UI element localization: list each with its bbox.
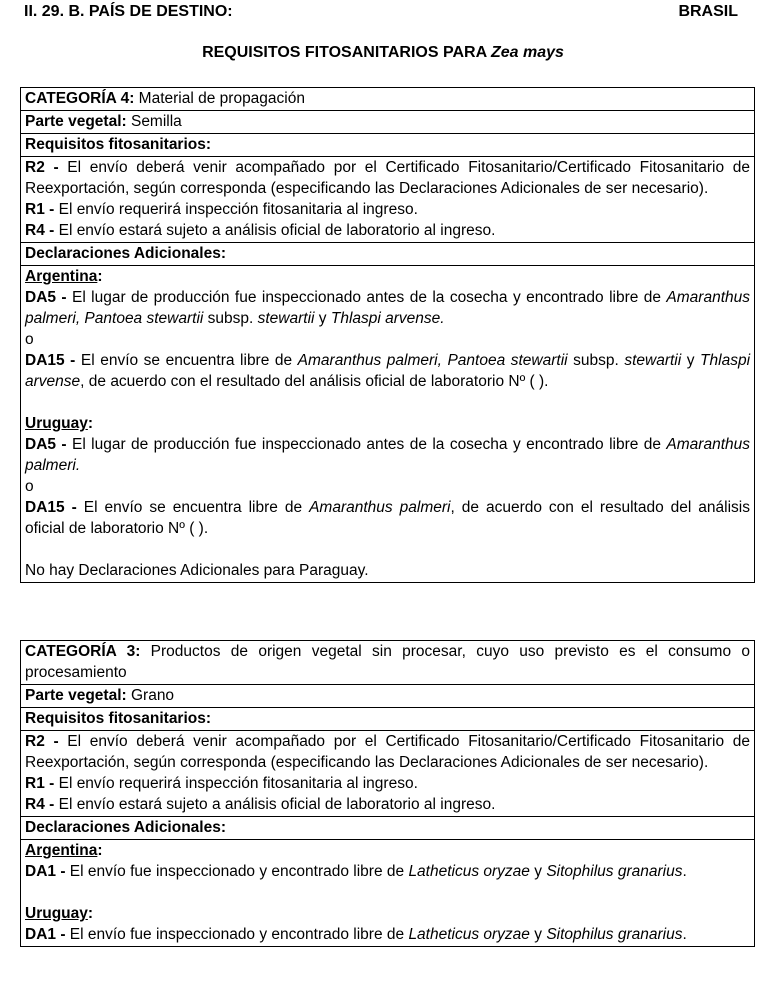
species-name: stewartii — [257, 310, 315, 327]
or-separator: o — [25, 331, 34, 348]
requirement-r1 — [25, 773, 750, 794]
country-name: Argentina — [25, 268, 98, 285]
paraguay-note: No hay Declaraciones Adicionales para Paraguay. — [25, 562, 369, 579]
plant-part-text: Semilla — [126, 113, 182, 130]
requirement-r1 — [25, 199, 750, 220]
document-title — [0, 44, 766, 62]
declaration-text: subsp. — [203, 310, 258, 327]
declaration-code: DA1 - — [25, 863, 66, 880]
requirement-code: R1 - — [25, 201, 55, 218]
category-label: CATEGORÍA 3: — [25, 643, 141, 660]
requirements-heading: Requisitos fitosanitarios: — [21, 708, 755, 731]
category-row — [21, 88, 755, 111]
declaration-text: El envío se encuentra libre de — [76, 499, 310, 516]
plant-part-row — [21, 685, 755, 708]
declaration-code: DA15 - — [25, 352, 76, 369]
country-colon: : — [87, 905, 94, 922]
requirement-code: R4 - — [25, 222, 55, 239]
declaration-text: , de acuerdo con el resultado del análisis oficial de laboratorio Nº ( ). — [25, 499, 751, 537]
country-colon: : — [87, 415, 94, 432]
declaration-text: , de acuerdo con el resultado del análisis oficial de laboratorio Nº ( ). — [80, 373, 549, 390]
section-heading: II. 29. B. PAÍS DE DESTINO: — [24, 3, 233, 20]
declaration-text: El lugar de producción fue inspeccionado antes de la cosecha y encontrado libre de — [66, 289, 667, 306]
species-name: Sitophilus granarius — [546, 926, 683, 943]
category-label: CATEGORÍA 4: — [25, 90, 135, 107]
requirement-text: El envío requerirá inspección fitosanitaria al ingreso. — [54, 201, 418, 218]
requirement-code: R2 - — [25, 733, 59, 750]
species-name: Thlaspi arvense. — [330, 310, 445, 327]
requirement-code: R2 - — [25, 159, 59, 176]
declaration-text: y — [529, 926, 547, 943]
category-text: Productos de origen vegetal sin procesar, cuyo uso previsto es el consumo o procesamiento — [25, 643, 750, 681]
requirements-heading: Requisitos fitosanitarios: — [21, 134, 755, 157]
requirement-text: El envío deberá venir acompañado por el Certificado Fitosanitario/Certificado Fitosanitario de Reexportación, según corresponda (especificando las Declaraciones Adicionales de ser necesario). — [25, 159, 750, 197]
declaration-da1 — [25, 861, 750, 882]
spacer — [25, 392, 750, 413]
country-heading-uruguay — [25, 413, 750, 434]
requirement-code: R4 - — [25, 796, 55, 813]
species-name: Latheticus oryzae — [408, 926, 530, 943]
country-heading-argentina — [25, 266, 750, 287]
category-text: Material de propagación — [134, 90, 305, 107]
declaration-text: El envío fue inspeccionado y encontrado libre de — [65, 863, 409, 880]
plant-part-row — [21, 111, 755, 134]
plant-part-label: Parte vegetal: — [25, 113, 127, 130]
plant-part-label: Parte vegetal: — [25, 687, 127, 704]
requirements-list — [21, 157, 755, 243]
declaration-da1 — [25, 924, 750, 945]
declaration-code: DA5 - — [25, 436, 67, 453]
spacer — [25, 882, 750, 903]
declaration-text: subsp. — [567, 352, 625, 369]
species-name: stewartii — [624, 352, 682, 369]
declaration-text: El envío se encuentra libre de — [75, 352, 298, 369]
requirement-text: El envío estará sujeto a análisis oficial de laboratorio al ingreso. — [54, 796, 496, 813]
or-separator: o — [25, 478, 34, 495]
requirement-r2 — [25, 731, 750, 773]
species-name: Amaranthus palmeri. — [25, 436, 750, 474]
species-name: Latheticus oryzae — [408, 863, 530, 880]
declaration-da5 — [25, 434, 750, 476]
declaration-text: . — [682, 863, 687, 880]
plant-part-text: Grano — [126, 687, 175, 704]
spacer — [25, 539, 750, 560]
declaration-text: y — [529, 863, 547, 880]
requirement-r2 — [25, 157, 750, 199]
country-name: Uruguay — [25, 905, 88, 922]
declaration-da15 — [25, 350, 750, 392]
requirement-text: El envío estará sujeto a análisis oficial de laboratorio al ingreso. — [54, 222, 496, 239]
requirement-code: R1 - — [25, 775, 55, 792]
declaration-text: . — [682, 926, 687, 943]
species-name: Thlaspi arvense — [25, 352, 751, 390]
requirements-table-category-3 — [20, 640, 755, 947]
declaration-text: El envío fue inspeccionado y encontrado libre de — [65, 926, 409, 943]
requirement-text: El envío requerirá inspección fitosanitaria al ingreso. — [54, 775, 418, 792]
requirements-table-category-4 — [20, 87, 755, 583]
country-heading-uruguay — [25, 903, 750, 924]
country-name: Uruguay — [25, 415, 88, 432]
species-name: Amaranthus palmeri — [309, 499, 451, 516]
requirement-r4 — [25, 220, 750, 241]
additional-declarations-body — [21, 266, 755, 583]
country-heading-argentina — [25, 840, 750, 861]
title-species: Zea mays — [490, 44, 564, 61]
title-prefix: REQUISITOS FITOSANITARIOS PARA — [202, 44, 491, 61]
category-row — [21, 641, 755, 685]
declaration-code: DA5 - — [25, 289, 67, 306]
species-name: Amaranthus palmeri, Pantoea stewartii — [297, 352, 568, 369]
additional-declarations-heading: Declaraciones Adicionales: — [21, 817, 755, 840]
declaration-da5 — [25, 287, 750, 329]
additional-declarations-body — [21, 840, 755, 947]
additional-declarations-heading: Declaraciones Adicionales: — [21, 243, 755, 266]
requirement-text: El envío deberá venir acompañado por el Certificado Fitosanitario/Certificado Fitosanitario de Reexportación, según corresponda (especificando las Declaraciones Adicionales de ser necesario). — [25, 733, 750, 771]
country-name: Argentina — [25, 842, 98, 859]
country-colon: : — [97, 842, 103, 859]
country-colon: : — [97, 268, 103, 285]
species-name: Amaranthus palmeri, Pantoea stewartii — [25, 289, 750, 327]
declaration-text: y — [681, 352, 701, 369]
requirement-r4 — [25, 794, 750, 815]
requirements-list — [21, 731, 755, 817]
declaration-text: El lugar de producción fue inspeccionado antes de la cosecha y encontrado libre de — [66, 436, 667, 453]
declaration-da15 — [25, 497, 750, 539]
species-name: Sitophilus granarius — [546, 863, 683, 880]
declaration-text: y — [314, 310, 331, 327]
destination-country: BRASIL — [678, 3, 738, 20]
declaration-code: DA15 - — [25, 499, 77, 516]
declaration-code: DA1 - — [25, 926, 66, 943]
